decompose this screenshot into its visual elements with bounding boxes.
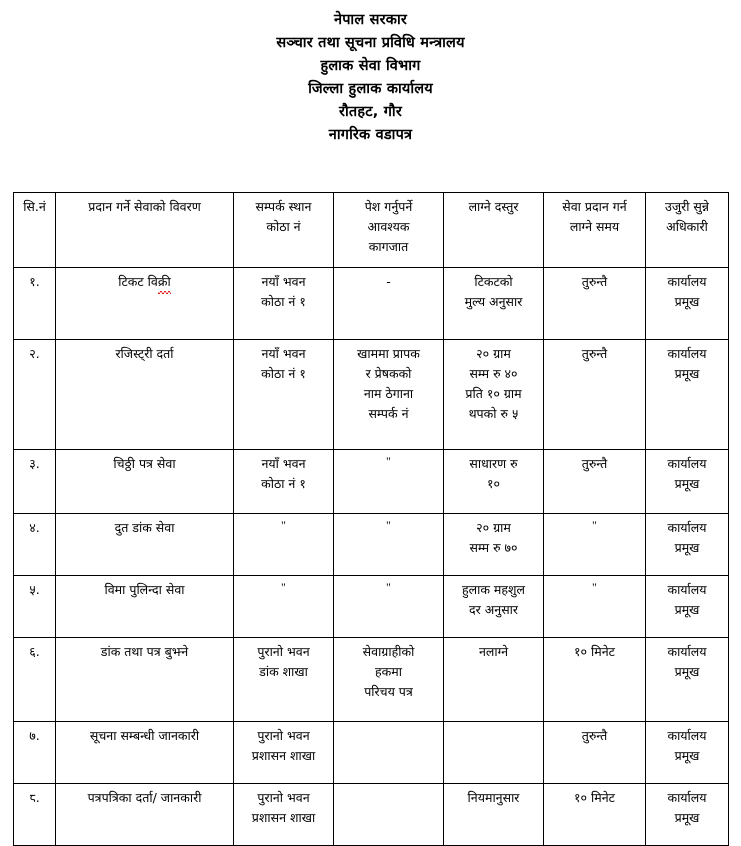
- cell-line: प्रमूख: [674, 540, 700, 555]
- cell-line: कार्यालय: [667, 346, 707, 361]
- cell-serial-number: ४.: [14, 514, 56, 576]
- cell-serial-number: ५.: [14, 576, 56, 638]
- cell-complaint-officer: [646, 268, 729, 340]
- cell-service-description: विमा पुलिन्दा सेवा: [56, 576, 234, 638]
- table-header-row: [14, 193, 729, 268]
- table-body: [14, 268, 729, 846]
- cell-line: कार्यालय: [667, 790, 707, 805]
- document-header: [0, 0, 741, 147]
- cell-line: कार्यालय: [667, 582, 707, 597]
- cell-contact-place: [234, 340, 334, 450]
- cell-line: सम्म रु ७०: [469, 540, 518, 555]
- cell-fee: [444, 784, 544, 846]
- column-header-line: सेवा प्रदान गर्न: [562, 199, 627, 214]
- column-header-line: सम्पर्क स्थान: [255, 199, 312, 214]
- cell-service-description: [56, 268, 234, 340]
- cell-required-documents: [334, 576, 444, 638]
- cell-line: तुरुन्तै: [581, 346, 608, 361]
- cell-contact-place: [234, 784, 334, 846]
- column-header-sn: [14, 193, 56, 268]
- header-line-2: सञ्चार तथा सूचना प्रविधि मन्त्रालय: [276, 35, 465, 51]
- cell-line: डांक शाखा: [259, 664, 308, 679]
- cell-complaint-officer: [646, 638, 729, 722]
- table-row: [14, 784, 729, 846]
- header-line-6: नागरिक वडापत्र: [328, 127, 413, 143]
- cell-line: सम्पर्क नं: [368, 406, 409, 421]
- ditto-mark: ": [592, 580, 597, 594]
- table-row: [14, 268, 729, 340]
- column-header-line: पेश गर्नुपर्ने: [364, 199, 413, 214]
- cell-serial-number: ३.: [14, 450, 56, 514]
- cell-line: थपको रु ५: [468, 406, 519, 421]
- cell-line: पुरानो भवन: [257, 790, 310, 805]
- table-row: [14, 576, 729, 638]
- cell-line: प्रमूख: [674, 476, 700, 491]
- cell-line: प्रशासन शाखा: [251, 748, 316, 763]
- citizen-charter-table-container: [13, 192, 728, 846]
- ditto-mark: ": [281, 518, 286, 532]
- ditto-mark: ": [386, 454, 391, 468]
- column-header-line: लाग्ने दस्तुर: [468, 199, 519, 214]
- table-row: [14, 722, 729, 784]
- ditto-mark: ": [281, 580, 286, 594]
- cell-required-documents: [334, 722, 444, 784]
- column-header-line: आवश्यक: [367, 219, 410, 234]
- cell-required-documents: [334, 784, 444, 846]
- column-header-line: कागजात: [368, 239, 409, 254]
- cell-required-documents: [334, 638, 444, 722]
- cell-line: १०: [486, 476, 500, 491]
- cell-required-documents: [334, 340, 444, 450]
- header-line-5: रौतहट, गौर: [339, 104, 402, 120]
- cell-line: सम्म रु ४०: [469, 366, 518, 381]
- cell-serial-number: ८.: [14, 784, 56, 846]
- cell-required-documents: [334, 450, 444, 514]
- citizen-charter-table: [13, 192, 729, 846]
- header-line-3: हुलाक सेवा विभाग: [320, 58, 421, 74]
- cell-service-time: [544, 576, 646, 638]
- cell-line: प्रमूख: [674, 810, 700, 825]
- cell-line: तुरुन्तै: [581, 728, 608, 743]
- cell-service-time: [544, 450, 646, 514]
- cell-line: र प्रेषकको: [365, 366, 412, 381]
- cell-service-description: दुत डांक सेवा: [56, 514, 234, 576]
- cell-fee: [444, 638, 544, 722]
- cell-complaint-officer: [646, 576, 729, 638]
- column-header-desc: [56, 193, 234, 268]
- cell-service-description: सूचना सम्बन्धी जानकारी: [56, 722, 234, 784]
- cell-required-documents: [334, 514, 444, 576]
- cell-line: हकमा: [375, 664, 402, 679]
- cell-line: प्रशासन शाखा: [251, 810, 316, 825]
- cell-line: कोठा नं १: [261, 476, 306, 491]
- cell-line: मुल्य अनुसार: [464, 294, 523, 309]
- cell-line: नयाँ भवन: [261, 346, 306, 361]
- column-header-line: कोठा नं: [266, 219, 301, 234]
- cell-service-time: [544, 514, 646, 576]
- cell-complaint-officer: [646, 340, 729, 450]
- cell-fee: [444, 450, 544, 514]
- cell-service-description: रजिस्ट्री दर्ता: [56, 340, 234, 450]
- cell-line: प्रमूख: [674, 366, 700, 381]
- service-description-text: टिकट वि: [118, 274, 158, 289]
- cell-line: कार्यालय: [667, 520, 707, 535]
- cell-service-time: [544, 784, 646, 846]
- cell-complaint-officer: [646, 722, 729, 784]
- spellcheck-underlined-text: क्री: [158, 272, 171, 292]
- cell-contact-place: [234, 576, 334, 638]
- column-header-line: प्रदान गर्ने सेवाको विवरण: [88, 199, 201, 214]
- cell-required-documents: [334, 268, 444, 340]
- cell-line: नियमानुसार: [467, 790, 520, 805]
- table-row: [14, 450, 729, 514]
- cell-line: कोठा नं १: [261, 366, 306, 381]
- column-header-officer: [646, 193, 729, 268]
- cell-fee: [444, 722, 544, 784]
- cell-complaint-officer: [646, 784, 729, 846]
- cell-service-time: [544, 340, 646, 450]
- cell-fee: [444, 576, 544, 638]
- table-row: [14, 340, 729, 450]
- column-header-place: [234, 193, 334, 268]
- ditto-mark: ": [386, 518, 391, 532]
- column-header-fee: [444, 193, 544, 268]
- cell-service-time: [544, 722, 646, 784]
- cell-fee: [444, 268, 544, 340]
- cell-contact-place: [234, 638, 334, 722]
- cell-contact-place: [234, 514, 334, 576]
- cell-line: तुरुन्तै: [581, 274, 608, 289]
- cell-line: नाम ठेगाना: [363, 386, 414, 401]
- table-header: [14, 193, 729, 268]
- cell-line: कार्यालय: [667, 274, 707, 289]
- cell-serial-number: १.: [14, 268, 56, 340]
- cell-line: प्रति १० ग्राम: [465, 386, 522, 401]
- cell-complaint-officer: [646, 514, 729, 576]
- cell-line: कार्यालय: [667, 728, 707, 743]
- cell-line: साधारण रु: [469, 456, 518, 471]
- column-header-docs: [334, 193, 444, 268]
- cell-line: -: [386, 274, 391, 289]
- cell-line: १० मिनेट: [574, 790, 615, 805]
- cell-line: प्रमूख: [674, 294, 700, 309]
- ditto-mark: ": [386, 580, 391, 594]
- cell-service-time: [544, 268, 646, 340]
- cell-line: टिकटको: [474, 274, 513, 289]
- cell-line: दर अनुसार: [468, 602, 518, 617]
- column-header-line: अधिकारी: [666, 219, 708, 234]
- cell-line: हुलाक महशुल: [461, 582, 525, 597]
- cell-service-description: चिठ्ठी पत्र सेवा: [56, 450, 234, 514]
- cell-line: नलाग्ने: [478, 644, 509, 659]
- column-header-line: उजुरी सुन्ने: [664, 199, 710, 214]
- column-header-time: [544, 193, 646, 268]
- cell-line: १० मिनेट: [574, 644, 615, 659]
- cell-line: नयाँ भवन: [261, 456, 306, 471]
- cell-line: कोठा नं १: [261, 294, 306, 309]
- cell-line: पुरानो भवन: [257, 728, 310, 743]
- cell-complaint-officer: [646, 450, 729, 514]
- cell-line: २० ग्राम: [476, 346, 511, 361]
- table-row: [14, 514, 729, 576]
- cell-service-time: [544, 638, 646, 722]
- header-line-1: नेपाल सरकार: [333, 12, 408, 28]
- header-line-4: जिल्ला हुलाक कार्यालय: [308, 81, 433, 97]
- cell-serial-number: ७.: [14, 722, 56, 784]
- cell-serial-number: ६.: [14, 638, 56, 722]
- cell-contact-place: [234, 268, 334, 340]
- cell-line: कार्यालय: [667, 456, 707, 471]
- cell-serial-number: २.: [14, 340, 56, 450]
- cell-service-description: पत्रपत्रिका दर्ता/ जानकारी: [56, 784, 234, 846]
- cell-line: तुरुन्तै: [581, 456, 608, 471]
- cell-line: प्रमूख: [674, 602, 700, 617]
- cell-line: परिचय पत्र: [364, 684, 413, 699]
- ditto-mark: ": [592, 518, 597, 532]
- cell-line: प्रमूख: [674, 748, 700, 763]
- cell-contact-place: [234, 450, 334, 514]
- cell-contact-place: [234, 722, 334, 784]
- column-header-line: लाग्ने समय: [569, 219, 620, 234]
- table-row: [14, 638, 729, 722]
- cell-fee: [444, 514, 544, 576]
- cell-fee: [444, 340, 544, 450]
- cell-line: नयाँ भवन: [261, 274, 306, 289]
- cell-service-description: डांक तथा पत्र बुझ्ने: [56, 638, 234, 722]
- cell-line: पुरानो भवन: [257, 644, 310, 659]
- cell-line: प्रमूख: [674, 664, 700, 679]
- cell-line: सेवाग्राहीको: [362, 644, 415, 659]
- cell-line: खाममा प्रापक: [357, 346, 420, 361]
- cell-line: कार्यालय: [667, 644, 707, 659]
- column-header-line: सि.नं: [23, 199, 46, 214]
- cell-line: २० ग्राम: [476, 520, 511, 535]
